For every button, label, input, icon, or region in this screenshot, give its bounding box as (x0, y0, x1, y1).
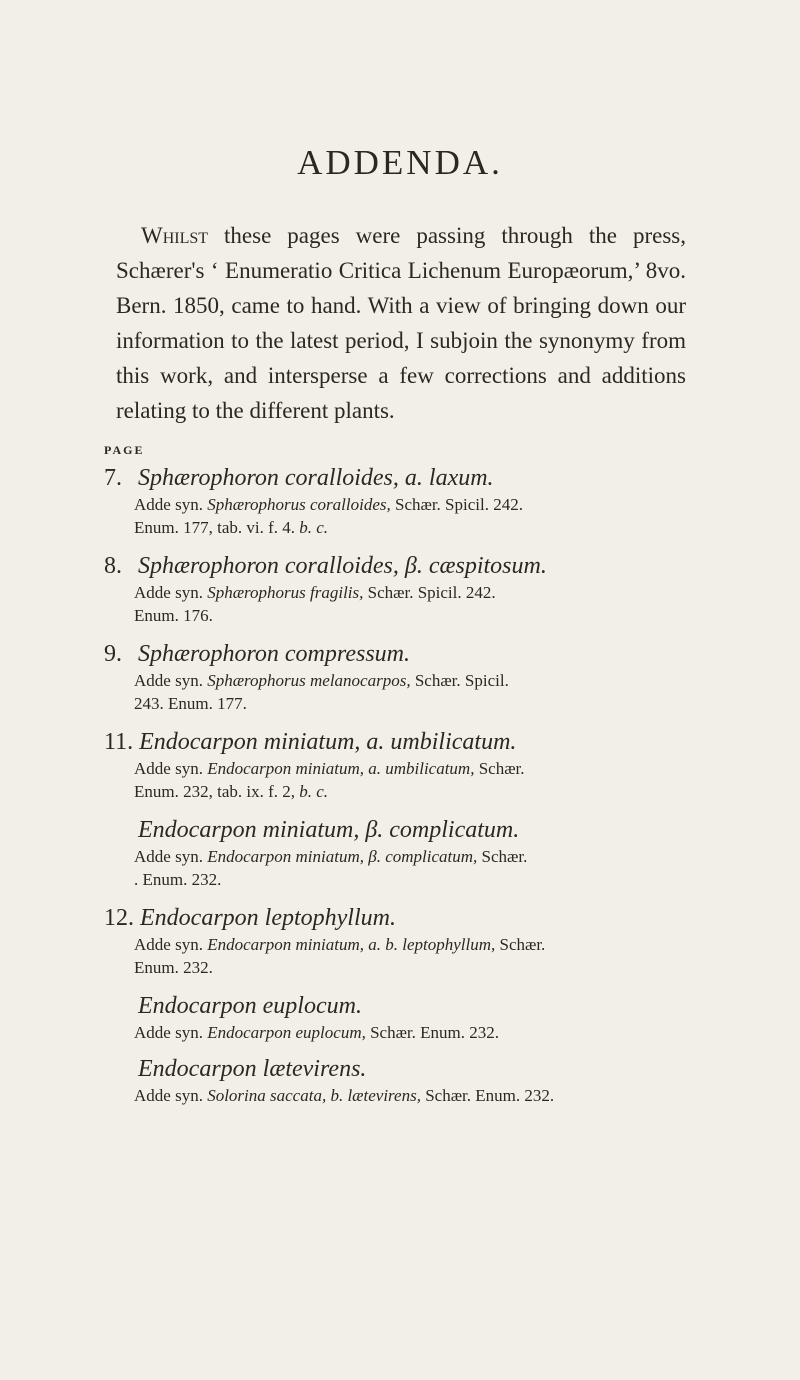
entry-heading (104, 463, 704, 493)
entry-page-number: 12. (104, 905, 134, 931)
synonymy-lead: Adde syn. (134, 847, 203, 866)
synonymy-species: Endocarpon euplocum, (207, 1023, 366, 1042)
entry-species-name: Sphærophoron coralloides, β. cæspitosum. (138, 553, 547, 579)
entry-synonymy (134, 933, 704, 979)
synonymy-species: Sphærophorus coralloides, (207, 495, 391, 514)
synonymy-reference: Schær. Enum. 232. (370, 1023, 500, 1042)
synonymy-continuation (134, 604, 704, 627)
continuation-variety: b. c. (299, 782, 329, 801)
entry-heading (104, 991, 704, 1021)
page-title: ADDENDA. (297, 143, 503, 182)
entry-synonymy (134, 669, 704, 715)
synonymy-continuation (134, 692, 704, 715)
synonymy-lead: Adde syn. (134, 759, 203, 778)
synonymy-species: Sphærophorus fragilis, (207, 583, 364, 602)
continuation-reference: Enum. 176. (134, 606, 213, 625)
intro-paragraph (116, 218, 686, 428)
synonymy-reference: Schær. Spicil. 242. (367, 583, 496, 602)
synonymy-reference: Schær. Spicil. (414, 671, 509, 690)
synonymy-lead: Adde syn. (134, 1023, 203, 1042)
entry-synonymy (134, 845, 704, 891)
synonymy-lead: Adde syn. (134, 935, 203, 954)
entry-species-name: Endocarpon leptophyllum. (140, 905, 396, 931)
addenda-entry (104, 1054, 704, 1107)
synonymy-reference: Schær. (478, 759, 525, 778)
addenda-entry (104, 639, 704, 715)
entry-species-name: Endocarpon lætevirens. (138, 1056, 367, 1082)
addenda-entry (104, 815, 704, 891)
entry-species-name: Sphærophoron compressum. (138, 641, 411, 667)
continuation-reference: Enum. 177, tab. vi. f. 4. (134, 518, 296, 537)
synonymy-continuation (134, 956, 704, 979)
synonymy-species: Endocarpon miniatum, a. b. leptophyllum, (207, 935, 496, 954)
synonymy-continuation (134, 780, 704, 803)
synonymy-lead: Adde syn. (134, 495, 203, 514)
entry-species-name: Endocarpon miniatum, β. complicatum. (138, 817, 520, 843)
entry-synonymy (134, 1084, 704, 1107)
synonymy-reference: Schær. (481, 847, 528, 866)
entry-page-number: 8. (104, 553, 122, 579)
synonymy-species: Endocarpon miniatum, β. complicatum, (207, 847, 478, 866)
intro-first-word: Whilst (141, 223, 209, 248)
addenda-entry (104, 551, 704, 627)
addenda-entry (104, 991, 704, 1044)
continuation-reference: Enum. 232. (134, 958, 213, 977)
addenda-entry (104, 463, 704, 539)
entry-species-name: Endocarpon miniatum, a. umbilicatum. (139, 729, 517, 755)
continuation-variety: b. c. (299, 518, 329, 537)
page-column-label: PAGE (104, 443, 145, 457)
entry-synonymy (134, 581, 704, 627)
synonymy-reference: Schær. Spicil. 242. (395, 495, 523, 514)
entry-species-name: Sphærophoron coralloides, a. laxum. (138, 465, 494, 491)
entries-list (104, 463, 704, 1107)
entry-heading (104, 903, 704, 933)
entry-synonymy (134, 493, 704, 539)
addenda-entry (104, 903, 704, 979)
synonymy-continuation (134, 516, 704, 539)
entry-heading (104, 639, 704, 669)
synonymy-lead: Adde syn. (134, 671, 203, 690)
synonymy-reference: Schær. Enum. 232. (425, 1086, 555, 1105)
synonymy-species: Solorina saccata, b. lætevirens, (207, 1086, 421, 1105)
entry-page-number: 11. (104, 729, 134, 755)
synonymy-lead: Adde syn. (134, 1086, 203, 1105)
entry-synonymy (134, 1021, 704, 1044)
synonymy-species: Sphærophorus melanocarpos, (207, 671, 411, 690)
entry-synonymy (134, 757, 704, 803)
entry-heading (104, 551, 704, 581)
synonymy-reference: Schær. (499, 935, 546, 954)
synonymy-lead: Adde syn. (134, 583, 203, 602)
synonymy-species: Endocarpon miniatum, a. umbilicatum, (207, 759, 475, 778)
entry-species-name: Endocarpon euplocum. (138, 993, 362, 1019)
continuation-reference: Enum. 232, tab. ix. f. 2, (134, 782, 296, 801)
continuation-reference: 243. Enum. 177. (134, 694, 247, 713)
synonymy-continuation (134, 868, 704, 891)
entry-page-number: 7. (104, 465, 122, 491)
entry-heading (104, 727, 704, 757)
entry-heading (104, 1054, 704, 1084)
continuation-reference: . Enum. 232. (134, 870, 222, 889)
entry-page-number: 9. (104, 641, 122, 667)
addenda-entry (104, 727, 704, 803)
intro-text: these pages were passing through the press, Schærer's ‘ Enumeratio Critica Lichenum Europæorum,’ 8vo. Bern. 1850, came to hand. With a view of bringing down our information to the latest period, I subjoin the synonymy from this work, and intersperse a few corrections and additions relating to the different plants. (116, 223, 686, 423)
entry-heading (104, 815, 704, 845)
